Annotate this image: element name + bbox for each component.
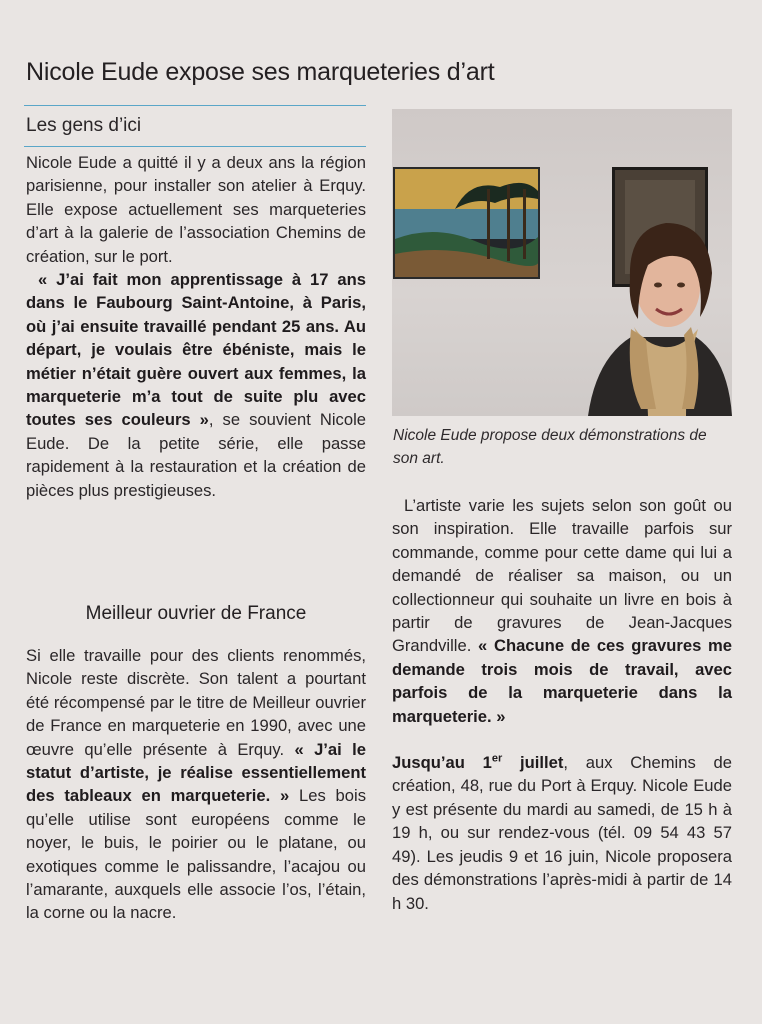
- headline-rule: [24, 105, 366, 106]
- subjects-start: L’artiste varie les sujets selon son goût ou son inspiration. Elle travaille parfois sur commande, comme pour cette dame qui lui a demandé de réaliser sa maison, ou un collectionneur qui souhaite un livre en bois à partir de gravures de Jean-Jacques Grandville.: [392, 496, 732, 656]
- subjects-quote: « Chacune de ces gravures me demande trois mois de travail, avec parfois de la marqueterie dans la marqueterie. »: [392, 636, 732, 726]
- marquetry-landscape-painting: [393, 167, 540, 279]
- article-photo: [392, 109, 732, 416]
- info-date-sup: er: [491, 752, 503, 765]
- intro-paragraph: Nicole Eude a quitté il y a deux ans la région parisienne, pour installer son atelier à Erquy. Elle expose actuellement ses marqueteries d’art à la galerie de l’association Chemins de création, sur le port.: [26, 153, 366, 266]
- info-date-lead: Jusqu’au 1: [392, 753, 492, 773]
- subheading: Meilleur ouvrier de France: [85, 603, 307, 624]
- kicker: Les gens d’ici: [26, 115, 142, 136]
- nicole-eude-portrait: [586, 209, 732, 416]
- award-end: Les bois qu’elle utilise sont européens comme le noyer, le buis, le poirier ou le platane, ou exotiques comme le palissandre, l’acajou ou l’amarante, auxquels elle associe l’os, l’étain, la corne ou la nacre.: [26, 786, 366, 923]
- subjects-paragraph: [392, 494, 732, 728]
- info-date-tail: juillet: [502, 753, 564, 773]
- info-paragraph: [392, 751, 732, 915]
- kicker-rule: [24, 146, 366, 147]
- column-left-top: [26, 151, 366, 502]
- photo-caption: Nicole Eude propose deux démonstrations de son art.: [393, 427, 707, 467]
- column-left-bottom: [26, 644, 366, 925]
- headline: Nicole Eude expose ses marqueteries d’art: [26, 58, 495, 86]
- bleed-through-right: [730, 430, 762, 454]
- quote-after: , se souvient Nicole Eude. De la petite série, elle passe rapidement à la restauration et la création de pièces plus prestigieuses.: [26, 410, 366, 500]
- quote-paragraph: [26, 268, 366, 502]
- bleed-through-top: [10, 0, 14, 16]
- award-quote: « J’ai le statut d’artiste, je réalise essentiellement des tableaux en marqueterie. »: [26, 739, 366, 806]
- info-rest: , aux Chemins de création, 48, rue du Port à Erquy. Nicole Eude y est présente du mardi au samedi, de 15 h à 19 h, ou sur rendez-vous (tél. 09 54 43 57 49). Les jeudis 9 et 16 juin, Nicole proposera des démonstrations l’après-midi à partir de 14 h 30.: [392, 753, 732, 913]
- award-start: Si elle travaille pour des clients renommés, Nicole reste discrète. Son talent a pourtant été récompensé par le titre de Meilleur ouvrier de France en marqueterie en 1990, avec une œuvre qu’elle présente à Erquy.: [26, 646, 366, 759]
- info-date: [392, 753, 563, 772]
- column-right: [392, 494, 732, 915]
- award-paragraph: [26, 644, 366, 925]
- quote-bold: « J’ai fait mon apprentissage à 17 ans dans le Faubourg Saint-Antoine, à Paris, où j’ai ensuite travaillé pendant 25 ans. Au départ, je voulais être ébéniste, mais le métier n’était guère ouvert aux femmes, la marqueterie m’a tout de suite plu avec toutes ses couleurs »: [26, 270, 366, 430]
